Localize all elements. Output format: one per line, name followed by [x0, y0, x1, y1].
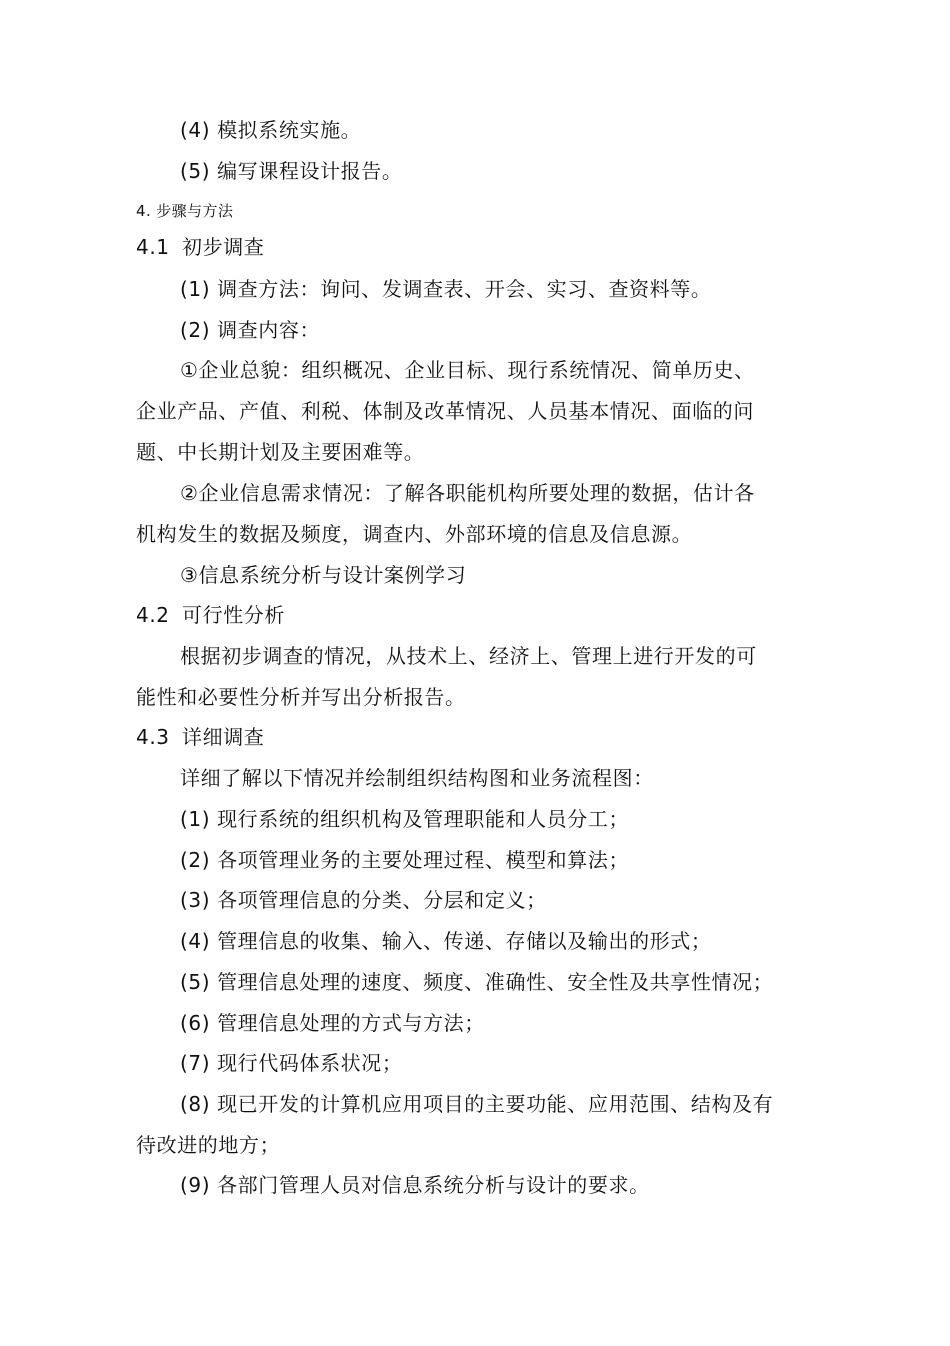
- list-item: (5) 管理信息处理的速度、频度、准确性、安全性及共享性情况；: [180, 970, 774, 994]
- list-item: (3) 各项管理信息的分类、分层和定义；: [180, 888, 547, 912]
- subsection-title: 初步调查: [182, 235, 265, 259]
- paragraph-line: (2) 调查内容：: [180, 318, 321, 342]
- paragraph-line: ③信息系统分析与设计案例学习: [180, 563, 467, 587]
- paragraph-line: 能性和必要性分析并写出分析报告。: [136, 685, 466, 709]
- subsection-title: 详细调查: [182, 725, 265, 749]
- paragraph-line: ②企业信息需求情况：了解各职能机构所要处理的数据，估计各: [180, 481, 755, 505]
- paragraph-line: (1) 调查方法：询问、发调查表、开会、实习、查资料等。: [180, 277, 712, 301]
- paragraph-line: 详细了解以下情况并绘制组织结构图和业务流程图：: [180, 766, 654, 790]
- paragraph-line: 企业产品、产值、利税、体制及改革情况、人员基本情况、面临的问: [136, 399, 754, 423]
- list-item: (4) 管理信息的收集、输入、传递、存储以及输出的形式；: [180, 929, 712, 953]
- list-item: (2) 各项管理业务的主要处理过程、模型和算法；: [180, 848, 630, 872]
- subsection-heading-4-1: [136, 233, 264, 261]
- subsection-number: 4.3: [136, 725, 170, 749]
- list-item: (6) 管理信息处理的方式与方法；: [180, 1011, 485, 1035]
- subsection-title: 可行性分析: [182, 603, 285, 627]
- list-item-4-simulate: (4) 模拟系统实施。: [180, 118, 362, 142]
- paragraph-line: ①企业总貌：组织概况、企业目标、现行系统情况、简单历史、: [180, 358, 755, 382]
- paragraph-line: 题、中长期计划及主要困难等。: [136, 440, 425, 464]
- section-heading-4: 4. 步骤与方法: [136, 202, 234, 220]
- paragraph-line: 机构发生的数据及频度，调查内、外部环境的信息及信息源。: [136, 522, 693, 546]
- subsection-heading-4-2: [136, 601, 285, 629]
- list-item-continuation: 待改进的地方；: [136, 1133, 281, 1157]
- list-item: (9) 各部门管理人员对信息系统分析与设计的要求。: [180, 1173, 650, 1197]
- list-item: (8) 现已开发的计算机应用项目的主要功能、应用范围、结构及有: [180, 1092, 774, 1116]
- subsection-heading-4-3: [136, 723, 264, 751]
- subsection-number: 4.2: [136, 603, 170, 627]
- list-item: (1) 现行系统的组织机构及管理职能和人员分工；: [180, 807, 630, 831]
- paragraph-line: 根据初步调查的情况，从技术上、经济上、管理上进行开发的可: [180, 644, 757, 668]
- list-item-5-report: (5) 编写课程设计报告。: [180, 159, 403, 183]
- subsection-number: 4.1: [136, 235, 170, 259]
- list-item: (7) 现行代码体系状况；: [180, 1051, 403, 1075]
